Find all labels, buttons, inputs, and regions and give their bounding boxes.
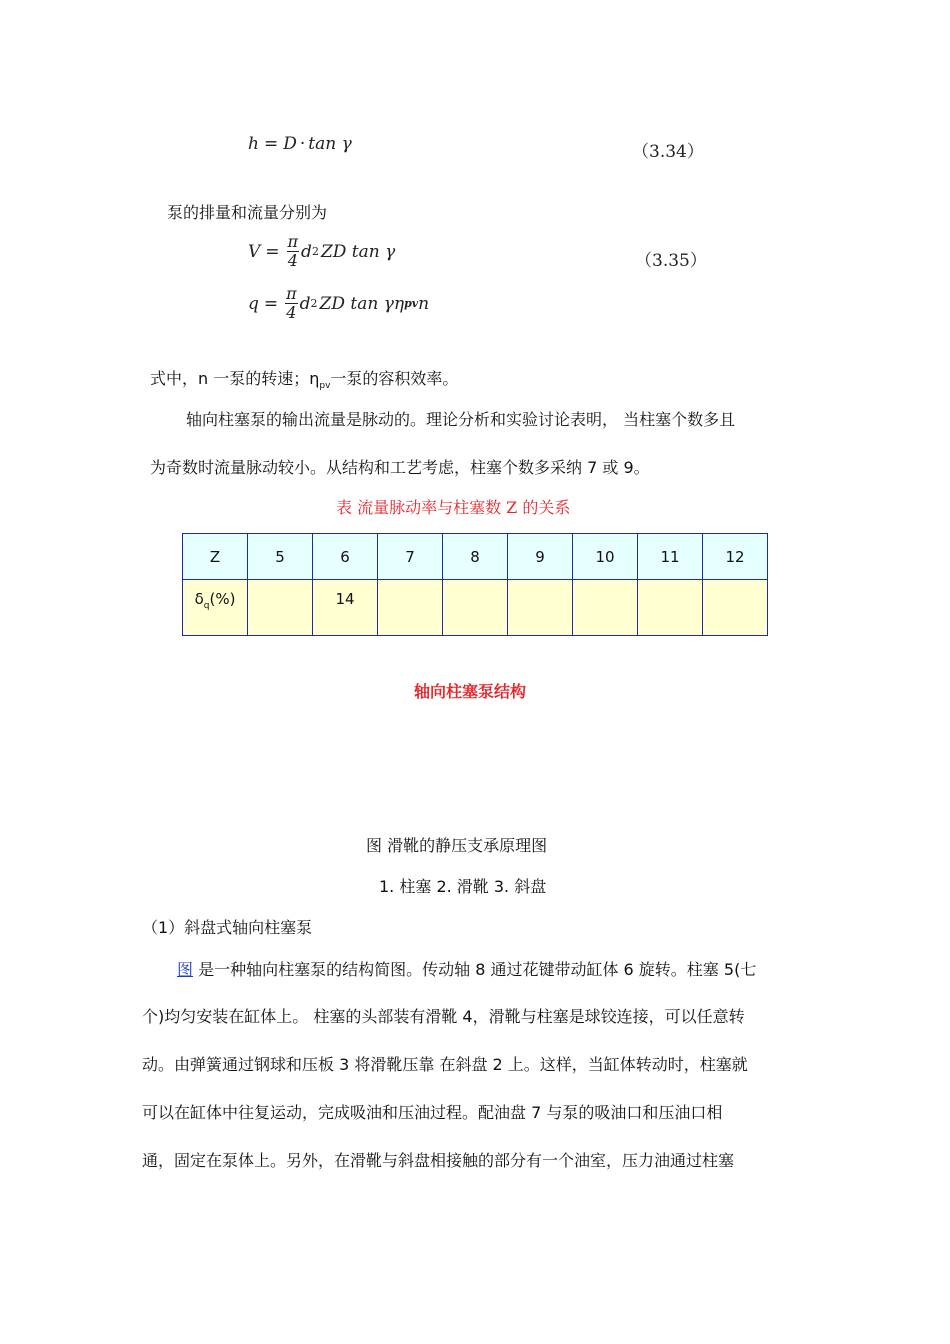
- section-title: 轴向柱塞泵结构: [414, 682, 527, 701]
- eq-denominator: 4: [287, 251, 298, 270]
- equation-number-3-35: （3.35）: [635, 251, 707, 271]
- equation-number-3-34: （3.34）: [632, 142, 704, 162]
- eq-numerator: π: [286, 284, 297, 303]
- table-header-cell: 5: [248, 534, 313, 580]
- eq-fraction: [285, 285, 298, 322]
- where-tail: 一泵的容积效率。: [330, 369, 459, 388]
- row-label-symbol: δ: [194, 590, 204, 608]
- table-header-cell: 6: [313, 534, 378, 580]
- eq-rest: ZD tan γ: [320, 241, 396, 262]
- sub-heading: （1）斜盘式轴向柱塞泵: [142, 918, 313, 937]
- eq-equals: =: [265, 241, 280, 262]
- table-header-cell: Z: [183, 534, 248, 580]
- equation-3-35: [248, 233, 395, 270]
- table-header-cell: 12: [703, 534, 768, 580]
- pulsation-table: [182, 533, 768, 636]
- equation-3-34: [248, 134, 352, 154]
- figure-caption: 图 滑靴的静压支承原理图: [366, 836, 548, 855]
- table-value-cell: 14: [313, 580, 378, 636]
- table-value-row: [183, 580, 768, 636]
- eq-superscript: 2: [310, 297, 318, 310]
- eq-fraction: [287, 233, 300, 270]
- paragraph-2-line-2: 个)均匀安装在缸体上。 柱塞的头部装有滑靴 4，滑靴与柱塞是球铰连接，可以任意转: [142, 1007, 745, 1026]
- intro-line: 泵的排量和流量分别为: [167, 203, 328, 222]
- figure-legend: 1. 柱塞 2. 滑靴 3. 斜盘: [379, 877, 547, 896]
- eq-D: D: [283, 134, 297, 154]
- where-text: 式中，n 一泵的转速；η: [150, 369, 320, 388]
- figure-link[interactable]: 图: [177, 960, 194, 979]
- eq-d: d: [301, 241, 312, 262]
- table-header-cell: 9: [508, 534, 573, 580]
- eq-d: d: [299, 293, 311, 314]
- table-value-cell: [248, 580, 313, 636]
- table-header-cell: 10: [573, 534, 638, 580]
- eq-rhs: tan γ: [308, 134, 352, 154]
- table-caption: 表 流量脉动率与柱塞数 Z 的关系: [336, 498, 571, 517]
- equation-q: [248, 285, 429, 322]
- eq-rest: ZD tan γη: [319, 293, 405, 314]
- where-subscript: pv: [319, 381, 331, 392]
- eq-denominator: 4: [286, 303, 297, 322]
- paragraph-2-text: 是一种轴向柱塞泵的结构简图。传动轴 8 通过花键带动缸体 6 旋转。柱塞 5(七: [193, 960, 757, 979]
- table-row-label: [183, 580, 248, 636]
- paragraph-1-line-1: 轴向柱塞泵的输出流量是脉动的。理论分析和实验讨论表明， 当柱塞个数多且: [186, 410, 736, 429]
- row-label-subscript: q: [203, 601, 210, 611]
- table-header-cell: 7: [378, 534, 443, 580]
- eq-equals: =: [263, 134, 279, 154]
- eq-V: V: [248, 241, 261, 262]
- table-value-cell: [443, 580, 508, 636]
- table-value-cell: [703, 580, 768, 636]
- eq-tail: n: [418, 293, 430, 314]
- eq-h: h: [248, 134, 259, 154]
- eq-q: q: [248, 293, 259, 314]
- row-label-unit: (%): [209, 590, 236, 608]
- eq-equals: =: [263, 293, 279, 314]
- table-header-cell: 8: [443, 534, 508, 580]
- table-value-cell: [573, 580, 638, 636]
- table-value-cell: [378, 580, 443, 636]
- paragraph-2-line-1: [177, 960, 756, 980]
- eq-numerator: π: [287, 232, 299, 251]
- table-header-row: [183, 534, 768, 580]
- eq-subscript: pv: [404, 297, 419, 310]
- where-line: [150, 369, 458, 396]
- paragraph-2-line-5: 通，固定在泵体上。另外，在滑靴与斜盘相接触的部分有一个油室，压力油通过柱塞: [142, 1151, 735, 1170]
- eq-superscript: 2: [311, 245, 319, 258]
- paragraph-1-line-2: 为奇数时流量脉动较小。从结构和工艺考虑，柱塞个数多采纳 7 或 9。: [150, 458, 650, 477]
- table-value-cell: [508, 580, 573, 636]
- table-header-cell: 11: [638, 534, 703, 580]
- paragraph-2-line-4: 可以在缸体中往复运动，完成吸油和压油过程。配油盘 7 与泵的吸油口和压油口相: [142, 1103, 723, 1122]
- table-value-cell: [638, 580, 703, 636]
- paragraph-2-line-3: 动。由弹簧通过钢球和压板 3 将滑靴压靠 在斜盘 2 上。这样，当缸体转动时，柱塞就: [142, 1055, 748, 1074]
- eq-dot: ·: [299, 134, 306, 154]
